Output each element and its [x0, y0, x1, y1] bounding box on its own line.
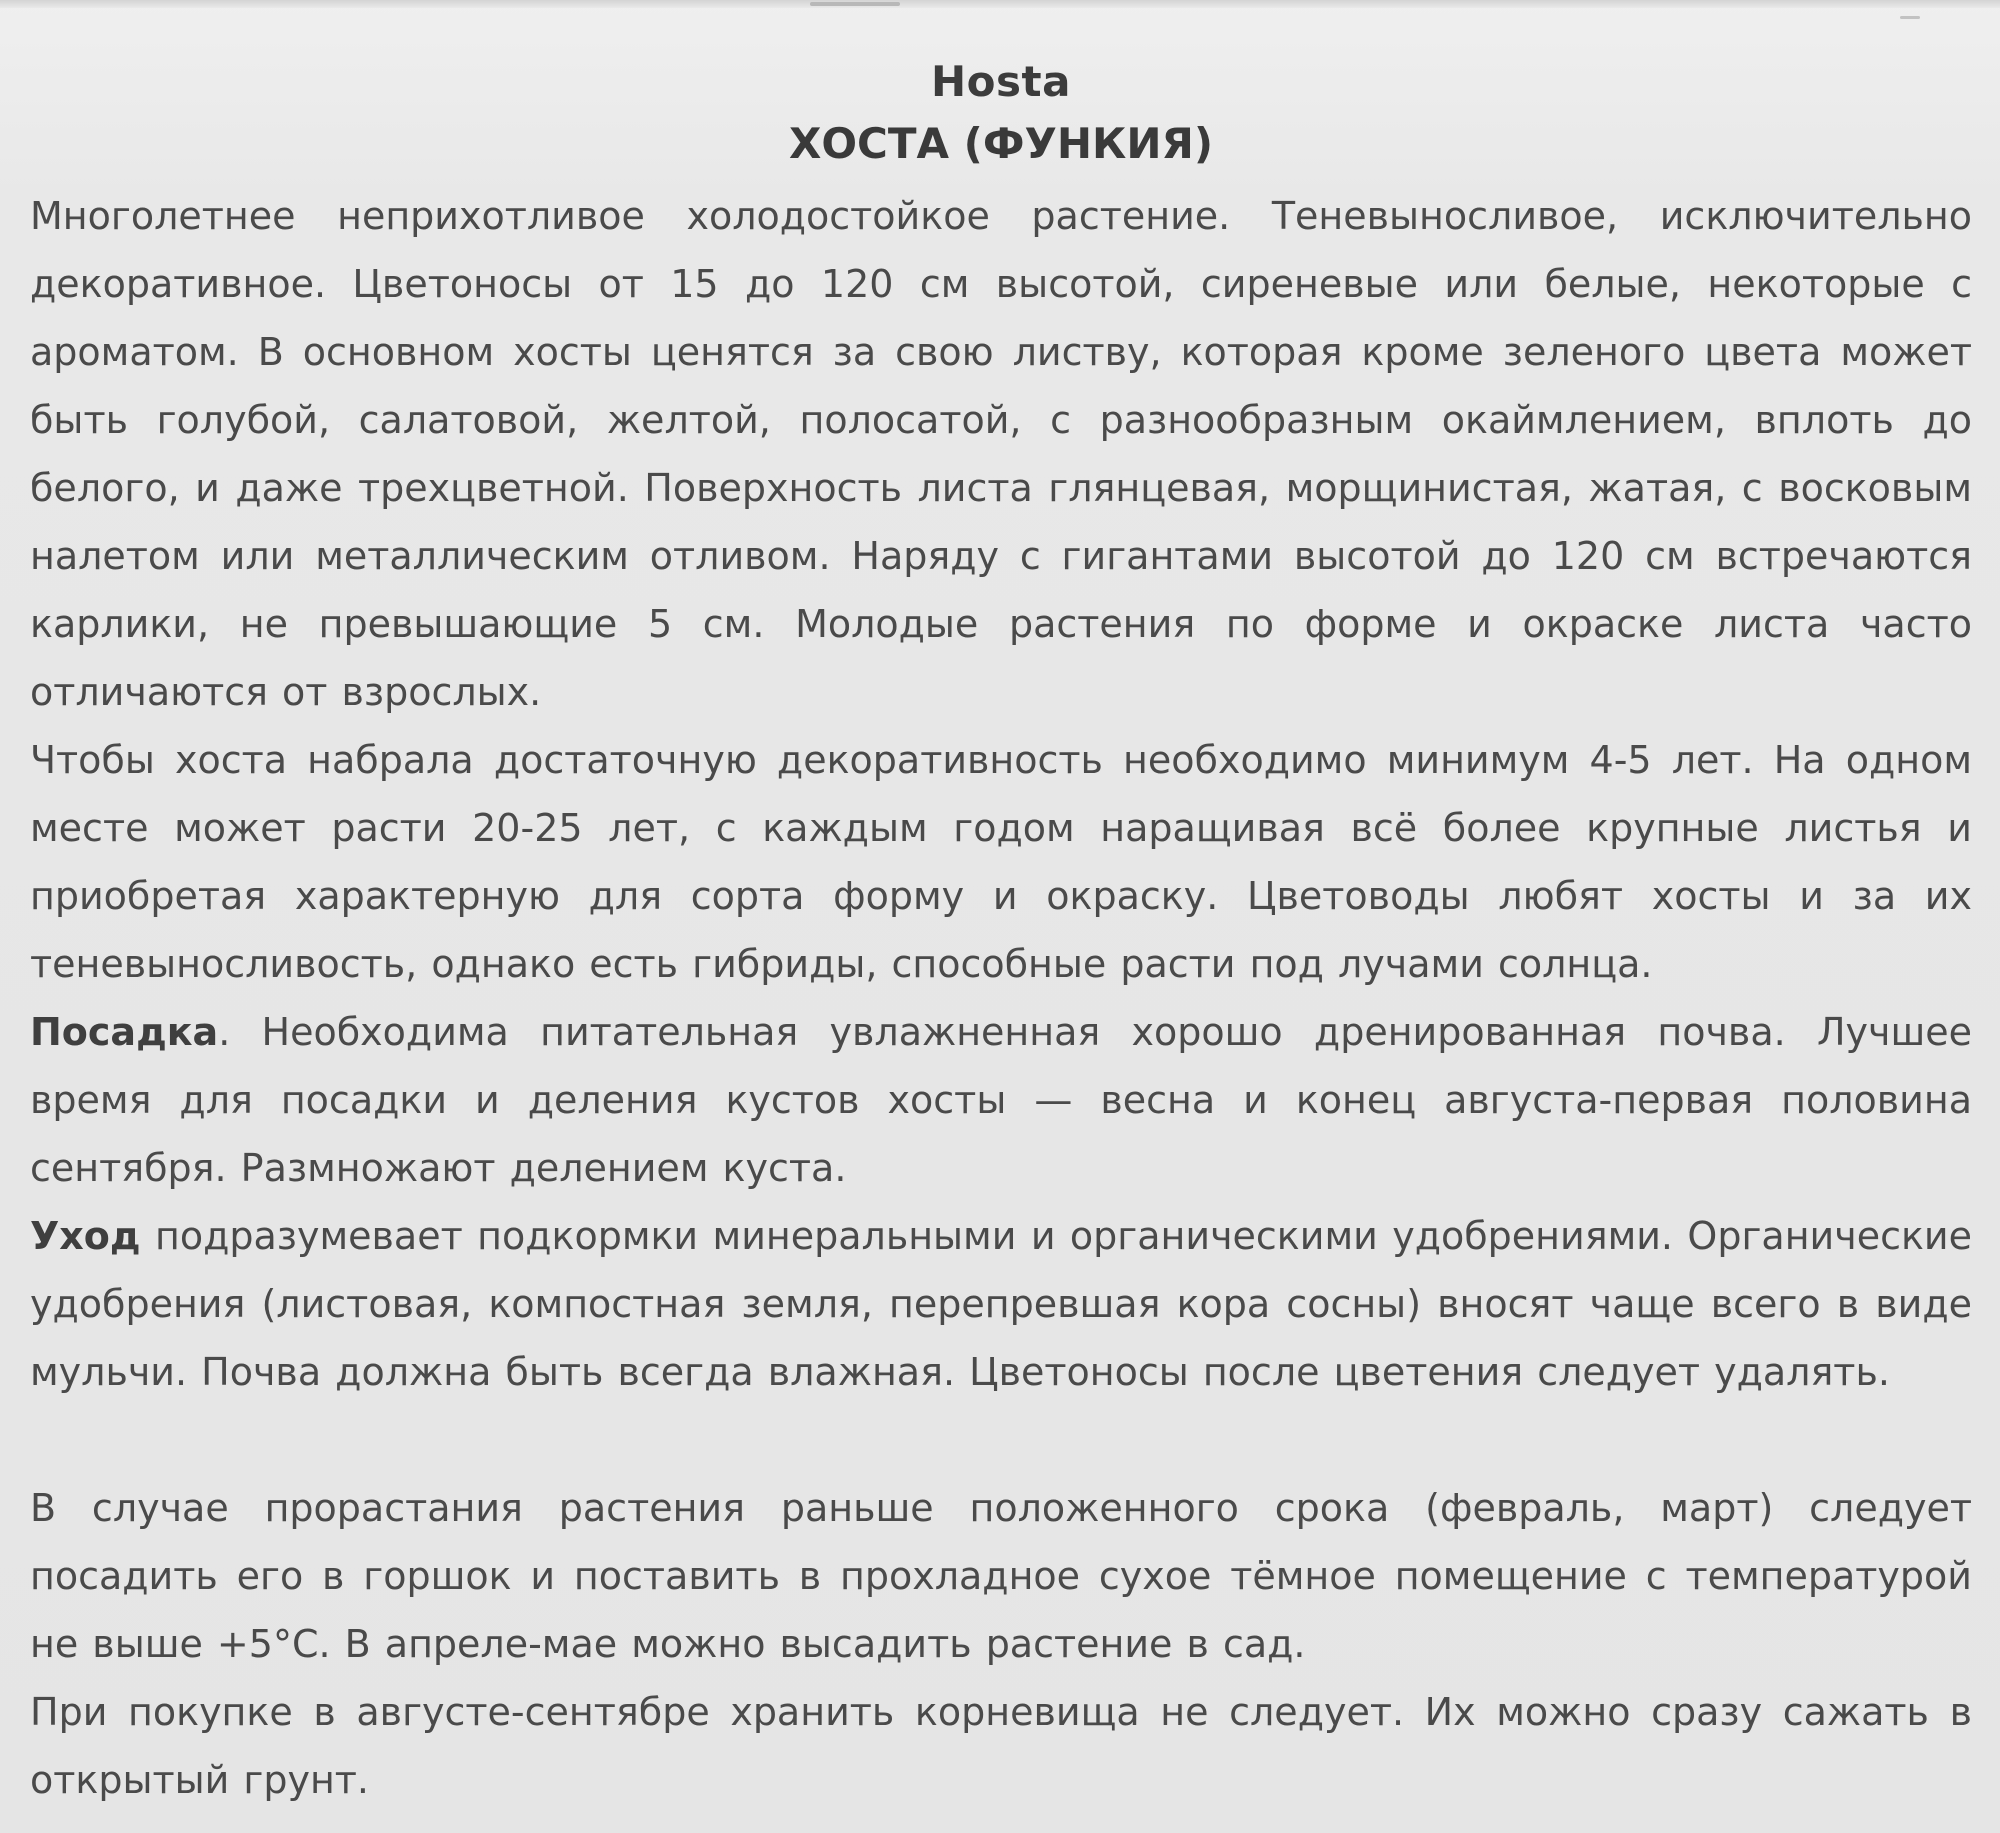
early-sprouting-paragraph: В случае прорастания растения раньше положенного срока (февраль, март) следует посадить его в горшок и поставить в прохладное сухое тёмное помещение с температурой не выше +5°С. В апреле-мае можно высадить растение в сад. [30, 1486, 1972, 1666]
planting-label: Посадка [30, 1010, 219, 1054]
planting-text: . Необходима питательная увлажненная хорошо дренированная почва. Лучшее время для посадки и деления кустов хосты — весна и конец августа-первая половина сентября. Размножают делением куста. [30, 1010, 1972, 1190]
print-mark [810, 2, 900, 6]
title-latin: Hosta [931, 57, 1071, 106]
care-text: подразумевает подкормки минеральными и органическими удобрениями. Органические удобрения (листовая, компостная земля, перепревшая кора сосны) вносят чаще всего в виде мульчи. Почва должна быть всегда влажная. Цветоносы после цветения следует удалять. [30, 1214, 1972, 1394]
care-paragraph [30, 1202, 1972, 1406]
paper-top-edge [0, 0, 2000, 8]
planting-paragraph [30, 998, 1972, 1202]
print-mark [1900, 16, 1920, 19]
decorativeness-paragraph: Чтобы хоста набрала достаточную декоративность необходимо минимум 4-5 лет. На одном месте может расти 20-25 лет, с каждым годом наращивая всё более крупные листья и приобретая характерную для сорта форму и окраску. Цветоводы любят хосты и за их теневыносливость, однако есть гибриды, способные расти под лучами солнца. [30, 738, 1972, 986]
intro-paragraph: Многолетнее неприхотливое холодостойкое растение. Теневыносливое, исключительно декоративное. Цветоносы от 15 до 120 см высотой, сиреневые или белые, некоторые с ароматом. В основном хосты ценятся за свою листву, которая кроме зеленого цвета может быть голубой, салатовой, желтой, полосатой, с разнообразным окаймлением, вплоть до белого, и даже трехцветной. Поверхность листа глянцевая, морщинистая, жатая, с восковым налетом или металлическим отливом. Наряду с гигантами высотой до 120 см встречаются карлики, не превышающие 5 см. Молодые растения по форме и окраске листа часто отличаются от взрослых. [30, 194, 1972, 714]
title-russian: ХОСТА (ФУНКИЯ) [788, 119, 1214, 168]
storage-paragraph: При покупке в августе-сентябре хранить корневища не следует. Их можно сразу сажать в открытый грунт. [30, 1690, 1972, 1802]
care-label: Уход [30, 1214, 141, 1258]
